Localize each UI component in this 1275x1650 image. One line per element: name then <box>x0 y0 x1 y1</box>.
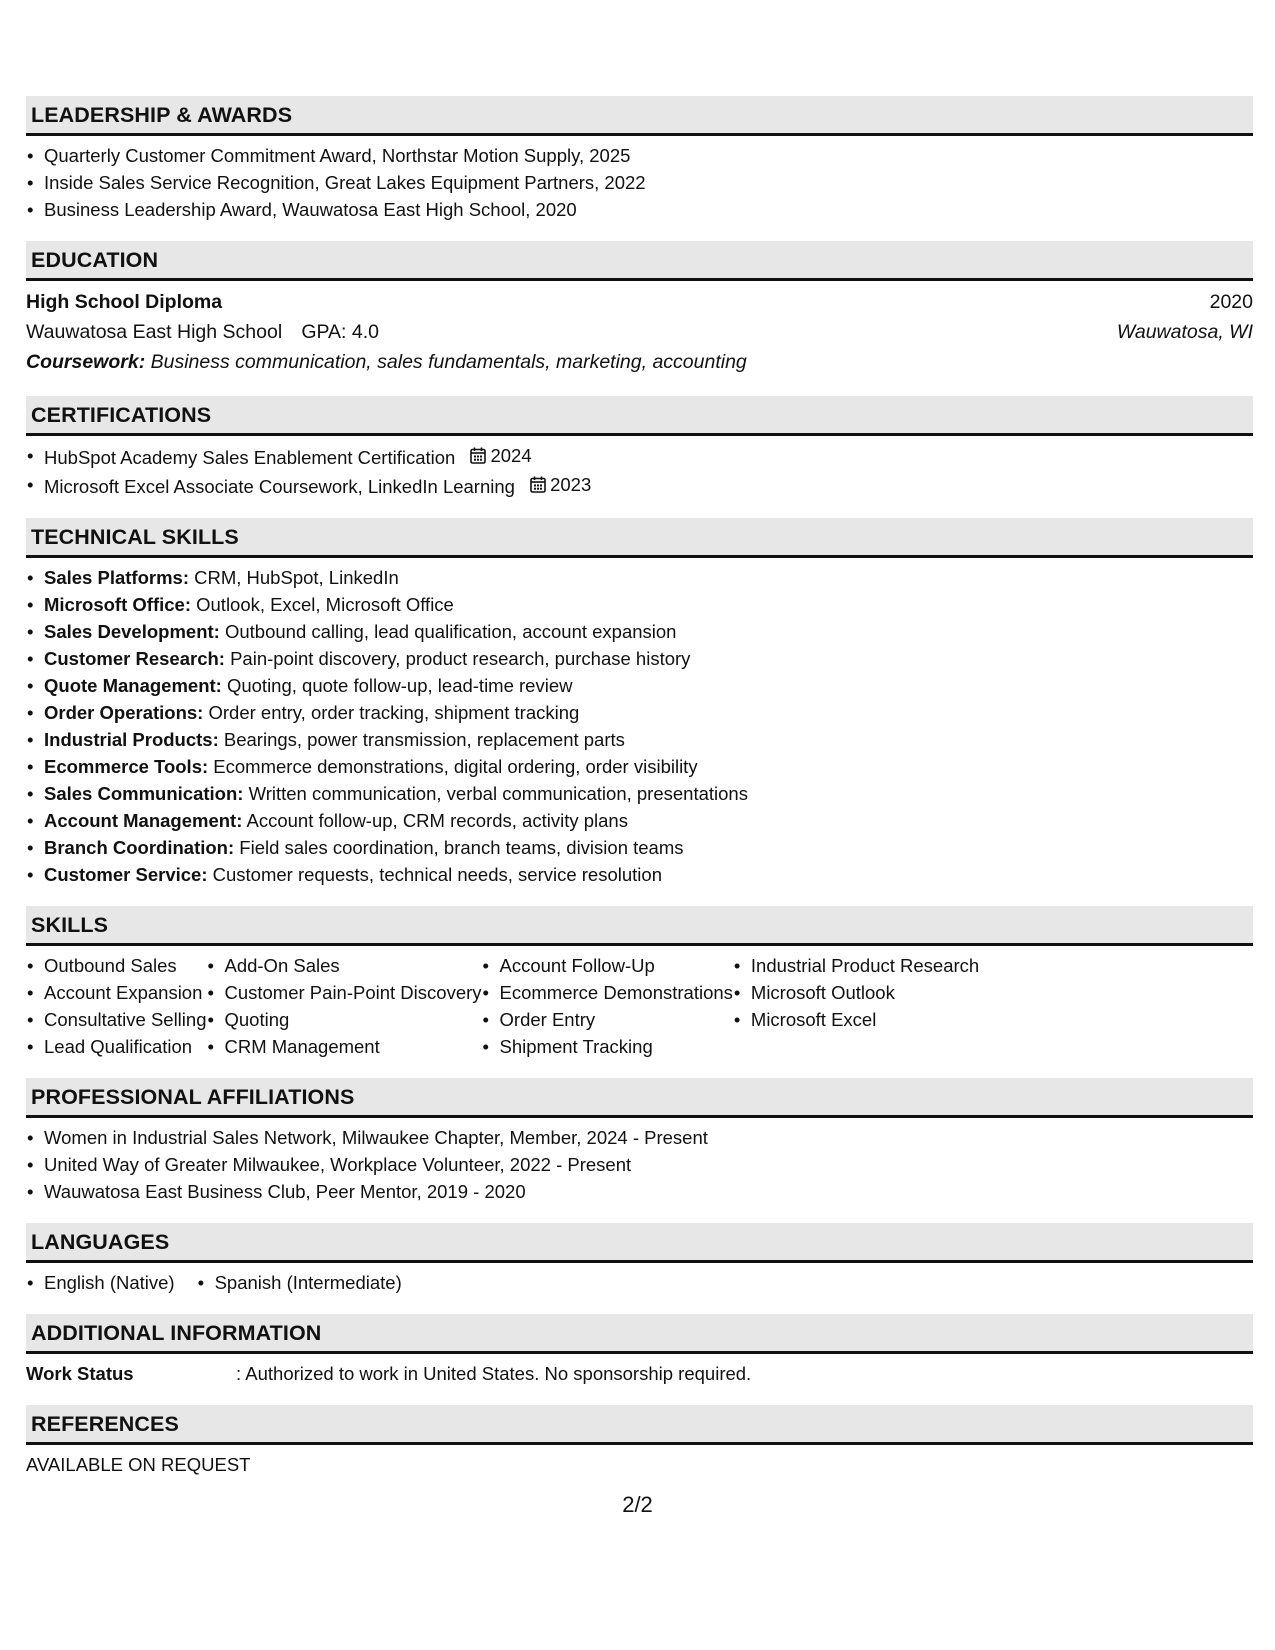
list-item: • United Way of Greater Milwaukee, Workplace Volunteer, 2022 - Present <box>26 1151 1253 1178</box>
list-item: • Wauwatosa East Business Club, Peer Mentor, 2019 - 2020 <box>26 1178 1253 1205</box>
list-item <box>26 834 1253 861</box>
skill-category: Order Operations: <box>44 702 204 723</box>
list-item <box>26 726 1253 753</box>
skill-values: Field sales coordination, branch teams, division teams <box>239 837 684 858</box>
skill-category: Sales Platforms: <box>44 567 189 588</box>
technical-skills-section <box>26 518 1253 888</box>
skill-category: Industrial Products: <box>44 729 219 750</box>
awards-list <box>26 142 1253 223</box>
skills-grid <box>26 952 1253 1060</box>
list-item <box>26 699 1253 726</box>
skill-category: Quote Management: <box>44 675 222 696</box>
certification-year: 2023 <box>550 474 592 495</box>
skill-category: Account Management: <box>44 810 243 831</box>
section-heading: EDUCATION <box>26 241 1253 281</box>
list-item <box>26 672 1253 699</box>
certification-date <box>470 442 531 469</box>
school-location: Wauwatosa, WI <box>1116 321 1253 343</box>
calendar-icon <box>530 476 546 493</box>
skill-item: • Order Entry <box>482 1006 733 1033</box>
additional-info-section <box>26 1314 1253 1387</box>
certifications-section <box>26 396 1253 500</box>
skill-values: Order entry, order tracking, shipment tracking <box>208 702 580 723</box>
skill-category: Customer Research: <box>44 648 225 669</box>
language-item: • Spanish (Intermediate) <box>197 1269 402 1296</box>
section-heading: TECHNICAL SKILLS <box>26 518 1253 558</box>
certification-name: Microsoft Excel Associate Coursework, LinkedIn Learning <box>44 476 515 497</box>
section-heading: LEADERSHIP & AWARDS <box>26 96 1253 136</box>
skill-item: • Microsoft Outlook <box>733 979 979 1006</box>
references-text: AVAILABLE ON REQUEST <box>26 1454 251 1475</box>
skill-item: • CRM Management <box>206 1033 481 1060</box>
calendar-icon <box>470 447 486 464</box>
section-heading: SKILLS <box>26 906 1253 946</box>
list-item <box>26 753 1253 780</box>
work-status-label: Work Status <box>26 1363 134 1384</box>
section-heading: PROFESSIONAL AFFILIATIONS <box>26 1078 1253 1118</box>
languages-list <box>26 1269 1253 1296</box>
skill-item: • Quoting <box>206 1006 481 1033</box>
skill-item: • Add-On Sales <box>206 952 481 979</box>
section-heading: REFERENCES <box>26 1405 1253 1445</box>
skill-category: Sales Development: <box>44 621 220 642</box>
list-item <box>26 564 1253 591</box>
skill-item: • Shipment Tracking <box>482 1033 733 1060</box>
coursework-text: Business communication, sales fundamentals, marketing, accounting <box>150 351 747 373</box>
graduation-year: 2020 <box>1209 291 1253 313</box>
school-name: Wauwatosa East High School <box>26 321 283 343</box>
work-status-row <box>26 1360 1253 1387</box>
degree-title: High School Diploma <box>26 291 223 313</box>
section-heading: LANGUAGES <box>26 1223 1253 1263</box>
education-row <box>26 317 1253 347</box>
skill-category: Branch Coordination: <box>44 837 235 858</box>
skill-values: CRM, HubSpot, LinkedIn <box>194 567 399 588</box>
skill-values: Account follow-up, CRM records, activity plans <box>246 810 628 831</box>
skill-values: Customer requests, technical needs, service resolution <box>212 864 662 885</box>
list-item <box>26 645 1253 672</box>
section-heading: ADDITIONAL INFORMATION <box>26 1314 1253 1354</box>
education-row <box>26 287 1253 317</box>
coursework <box>26 347 1253 378</box>
skill-category: Microsoft Office: <box>44 594 191 615</box>
skill-values: Pain-point discovery, product research, purchase history <box>230 648 691 669</box>
skill-item: • Industrial Product Research <box>733 952 979 979</box>
list-item: • Quarterly Customer Commitment Award, Northstar Motion Supply, 2025 <box>26 142 1253 169</box>
list-item: • Business Leadership Award, Wauwatosa East High School, 2020 <box>26 196 1253 223</box>
skill-item: • Consultative Selling <box>26 1006 206 1033</box>
list-item <box>26 591 1253 618</box>
resume-page <box>26 96 1253 1497</box>
certification-year: 2024 <box>490 445 532 466</box>
list-item <box>26 471 1253 500</box>
leadership-section <box>26 96 1253 223</box>
skill-item: • Microsoft Excel <box>733 1006 979 1033</box>
skill-values: Outbound calling, lead qualification, account expansion <box>224 621 677 642</box>
certification-date <box>530 471 591 498</box>
certification-name: HubSpot Academy Sales Enablement Certification <box>44 447 456 468</box>
list-item: • Women in Industrial Sales Network, Milwaukee Chapter, Member, 2024 - Present <box>26 1124 1253 1151</box>
skill-item: • Account Follow-Up <box>482 952 733 979</box>
skill-item: • Account Expansion <box>26 979 206 1006</box>
list-item <box>26 442 1253 471</box>
technical-skills-list <box>26 564 1253 888</box>
skill-category: Ecommerce Tools: <box>44 756 209 777</box>
education-section <box>26 241 1253 378</box>
languages-section <box>26 1223 1253 1296</box>
skills-column <box>482 952 733 1060</box>
gpa: GPA: 4.0 <box>301 321 379 343</box>
list-item <box>26 780 1253 807</box>
section-heading: CERTIFICATIONS <box>26 396 1253 436</box>
certifications-list <box>26 442 1253 500</box>
page-number: 2/2 <box>622 1492 653 1517</box>
skill-values: Quoting, quote follow-up, lead-time review <box>226 675 573 696</box>
skill-values: Bearings, power transmission, replacement parts <box>223 729 625 750</box>
list-item <box>26 861 1253 888</box>
skill-category: Sales Communication: <box>44 783 244 804</box>
skill-category: Customer Service: <box>44 864 208 885</box>
skill-item: • Ecommerce Demonstrations <box>482 979 733 1006</box>
skill-item: • Customer Pain-Point Discovery <box>206 979 481 1006</box>
skills-column <box>206 952 481 1060</box>
skill-item: • Outbound Sales <box>26 952 206 979</box>
skill-item: • Lead Qualification <box>26 1033 206 1060</box>
list-item <box>26 807 1253 834</box>
skill-values: Ecommerce demonstrations, digital ordering, order visibility <box>213 756 698 777</box>
list-item: • Inside Sales Service Recognition, Great Lakes Equipment Partners, 2022 <box>26 169 1253 196</box>
skills-column <box>26 952 206 1060</box>
coursework-label: Coursework: <box>26 351 146 373</box>
skill-values: Outlook, Excel, Microsoft Office <box>196 594 454 615</box>
list-item <box>26 618 1253 645</box>
references-section <box>26 1405 1253 1479</box>
skills-section <box>26 906 1253 1060</box>
affiliations-list <box>26 1124 1253 1205</box>
work-status-value: : Authorized to work in United States. No sponsorship required. <box>236 1363 752 1384</box>
affiliations-section <box>26 1078 1253 1205</box>
skill-values: Written communication, verbal communication, presentations <box>248 783 748 804</box>
skills-column <box>733 952 979 1060</box>
language-item: • English (Native) <box>26 1269 175 1296</box>
